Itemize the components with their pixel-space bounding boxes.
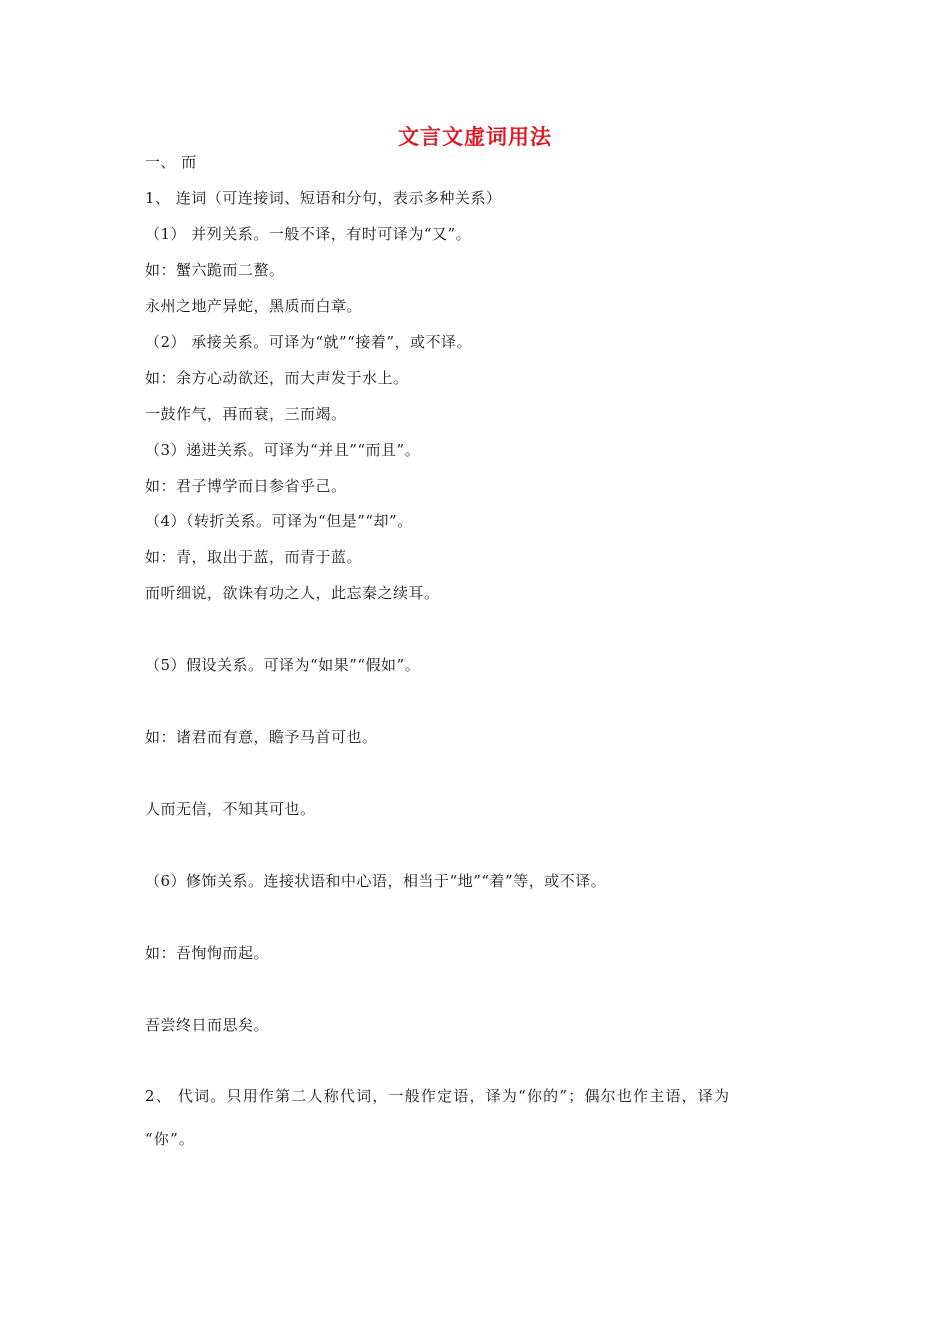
text-line: （3）递进关系。可译为“并且”“而且”。 xyxy=(145,441,421,459)
section-heading: 一、 而 xyxy=(145,153,197,171)
example-line: 永州之地产异蛇，黑质而白章。 xyxy=(145,297,363,315)
example-line: 如：诸君而有意，瞻予马首可也。 xyxy=(145,728,378,746)
example-line: 如：君子博学而日参省乎己。 xyxy=(145,477,347,495)
example-line: 如：青，取出于蓝，而青于蓝。 xyxy=(145,548,363,566)
example-line: 而听细说，欲诛有功之人，此忘秦之续耳。 xyxy=(145,584,440,602)
example-line: 如：蟹六跪而二螯。 xyxy=(145,261,285,279)
text-line: “你”。 xyxy=(145,1130,196,1148)
subsection-heading: 2、 代词。只用作第二人称代词，一般作定语，译为“你的”；偶尔也作主语，译为 xyxy=(145,1087,731,1105)
text-line: （1） 并列关系。一般不译，有时可译为“又”。 xyxy=(145,225,472,243)
text-line: （5）假设关系。可译为“如果”“假如”。 xyxy=(145,656,421,674)
document-title: 文言文虚词用法 xyxy=(398,124,552,149)
example-line: 如：余方心动欲还，而大声发于水上。 xyxy=(145,369,409,387)
example-line: 如：吾恂恂而起。 xyxy=(145,944,270,962)
text-line: （2） 承接关系。可译为“就”“接着”，或不译。 xyxy=(145,333,472,351)
subsection-heading: 1、 连词（可连接词、短语和分句，表示多种关系） xyxy=(145,189,502,207)
text-line: （4）（转折关系。可译为“但是”“却”。 xyxy=(145,512,413,530)
example-line: 人而无信，不知其可也。 xyxy=(145,800,316,818)
text-line: （6）修饰关系。连接状语和中心语，相当于“地”“着”等，或不译。 xyxy=(145,872,607,890)
example-line: 吾尝终日而思矣。 xyxy=(145,1016,270,1034)
example-line: 一鼓作气，再而衰，三而竭。 xyxy=(145,405,347,423)
